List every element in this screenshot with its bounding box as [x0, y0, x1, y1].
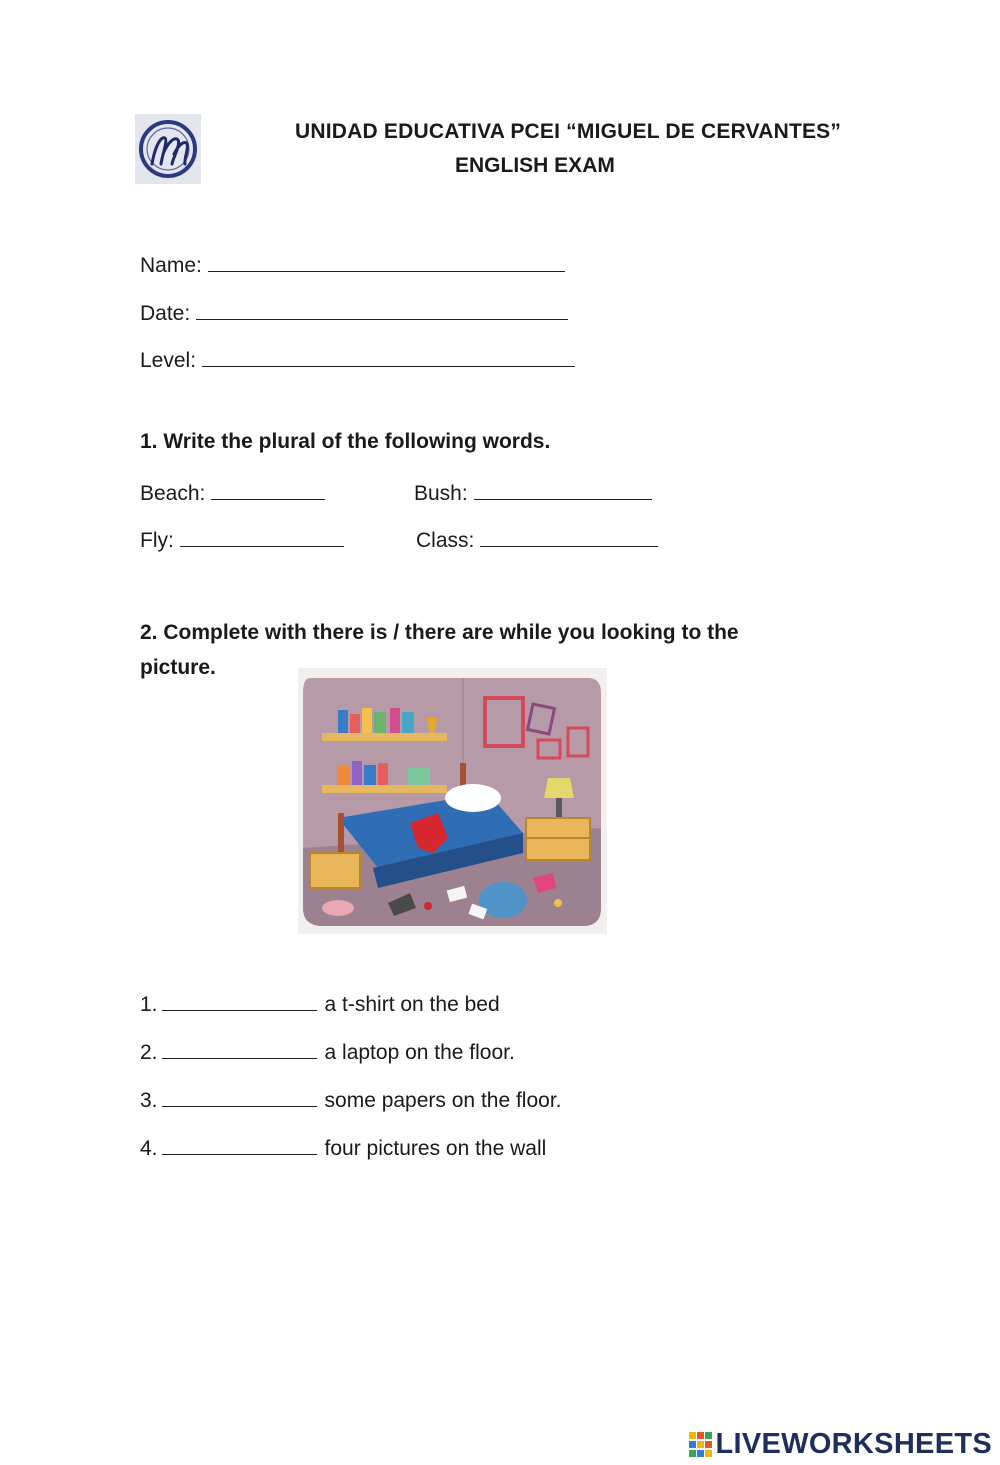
question-text: four pictures on the wall [324, 1137, 547, 1160]
liveworksheets-logo-icon [689, 1432, 713, 1458]
question-number: 3. [140, 1089, 158, 1112]
plural-blank[interactable] [211, 479, 325, 500]
school-logo-icon [135, 114, 201, 184]
plural-class[interactable] [416, 526, 658, 553]
section1-heading: 1. Write the plural of the following words. [140, 430, 551, 453]
question-2[interactable] [140, 1038, 515, 1065]
answer-blank[interactable] [162, 1134, 317, 1155]
question-3[interactable] [140, 1086, 562, 1113]
messy-bedroom-picture [298, 668, 607, 934]
question-text: some papers on the floor. [324, 1089, 562, 1112]
plural-beach[interactable] [140, 479, 325, 506]
word-label: Class: [416, 529, 475, 552]
question-text: a t-shirt on the bed [324, 993, 500, 1016]
word-label: Bush: [414, 482, 468, 505]
answer-blank[interactable] [162, 1086, 317, 1107]
name-blank[interactable] [208, 251, 565, 272]
name-label: Name: [140, 254, 202, 277]
word-label: Fly: [140, 529, 174, 552]
question-number: 4. [140, 1137, 158, 1160]
level-blank[interactable] [202, 346, 575, 367]
answer-blank[interactable] [162, 990, 317, 1011]
section2-heading: 2. Complete with there is / there are while you looking to the [140, 621, 739, 644]
level-field[interactable] [140, 346, 575, 373]
question-text: a laptop on the floor. [324, 1041, 515, 1064]
word-label: Beach: [140, 482, 206, 505]
section2-heading-cont: picture. [140, 656, 216, 679]
question-1[interactable] [140, 990, 500, 1017]
brand-text: LIVEWORKSHEETS [715, 1428, 992, 1460]
name-field[interactable] [140, 251, 565, 278]
level-label: Level: [140, 349, 197, 372]
plural-blank[interactable] [480, 526, 658, 547]
plural-blank[interactable] [180, 526, 344, 547]
date-blank[interactable] [196, 299, 568, 320]
question-number: 2. [140, 1041, 158, 1064]
plural-blank[interactable] [474, 479, 652, 500]
liveworksheets-brand[interactable] [689, 1428, 993, 1461]
question-number: 1. [140, 993, 158, 1016]
date-field[interactable] [140, 299, 568, 326]
plural-fly[interactable] [140, 526, 344, 553]
school-title: UNIDAD EDUCATIVA PCEI “MIGUEL DE CERVANTES” [295, 120, 842, 143]
date-label: Date: [140, 302, 191, 325]
exam-title: ENGLISH EXAM [455, 154, 615, 177]
plural-bush[interactable] [414, 479, 652, 506]
answer-blank[interactable] [162, 1038, 317, 1059]
question-4[interactable] [140, 1134, 546, 1161]
